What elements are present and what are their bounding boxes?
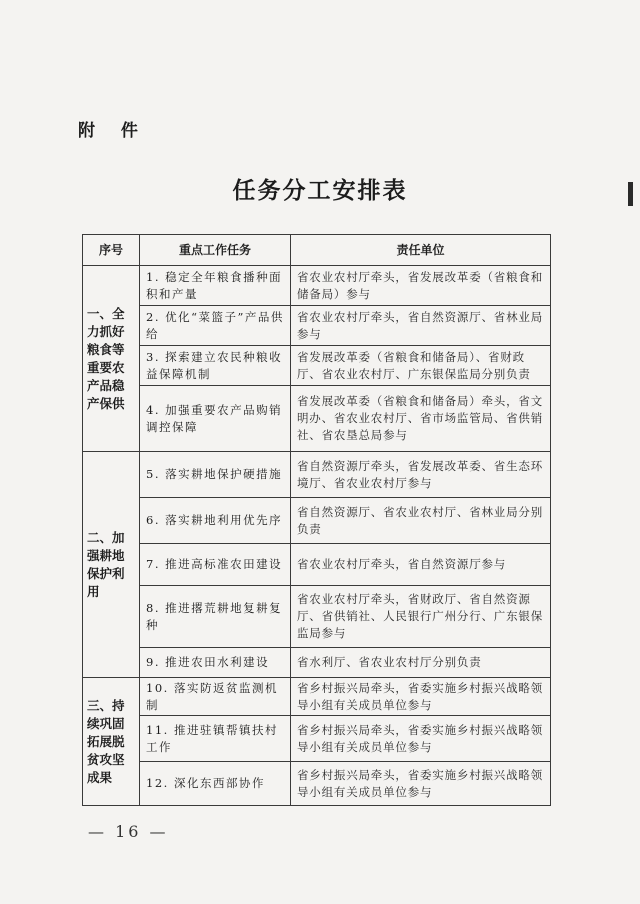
header-task: 重点工作任务 bbox=[140, 235, 291, 266]
task-cell: 1. 稳定全年粮食播种面积和产量 bbox=[140, 266, 291, 306]
page-number: — 16 — bbox=[88, 822, 169, 841]
unit-cell: 省农业农村厅牵头，省自然资源厅参与 bbox=[291, 544, 551, 586]
unit-cell: 省自然资源厅、省农业农村厅、省林业局分别负责 bbox=[291, 498, 551, 544]
table-row bbox=[83, 544, 551, 586]
header-unit: 责任单位 bbox=[291, 235, 551, 266]
table-row bbox=[83, 386, 551, 452]
table-row bbox=[83, 266, 551, 306]
category-cell: 三、持续巩固拓展脱贫攻坚成果 bbox=[83, 678, 140, 806]
table-row bbox=[83, 762, 551, 806]
unit-cell: 省乡村振兴局牵头，省委实施乡村振兴战略领导小组有关成员单位参与 bbox=[291, 716, 551, 762]
unit-cell: 省农业农村厅牵头，省自然资源厅、省林业局参与 bbox=[291, 306, 551, 346]
unit-cell: 省发展改革委（省粮食和储备局）、省财政厅、省农业农村厅、广东银保监局分别负责 bbox=[291, 346, 551, 386]
unit-cell: 省自然资源厅牵头，省发展改革委、省生态环境厅、省农业农村厅参与 bbox=[291, 452, 551, 498]
task-cell: 2. 优化“菜篮子”产品供给 bbox=[140, 306, 291, 346]
table-header-row bbox=[83, 235, 551, 266]
task-cell: 7. 推进高标准农田建设 bbox=[140, 544, 291, 586]
task-cell: 10. 落实防返贫监测机制 bbox=[140, 678, 291, 716]
table-row bbox=[83, 678, 551, 716]
task-cell: 8. 推进撂荒耕地复耕复种 bbox=[140, 586, 291, 648]
unit-cell: 省农业农村厅牵头，省财政厅、省自然资源厅、省供销社、人民银行广州分行、广东银保监局参与 bbox=[291, 586, 551, 648]
task-cell: 4. 加强重要农产品购销调控保障 bbox=[140, 386, 291, 452]
unit-cell: 省水利厅、省农业农村厅分别负责 bbox=[291, 648, 551, 678]
unit-cell: 省乡村振兴局牵头，省委实施乡村振兴战略领导小组有关成员单位参与 bbox=[291, 678, 551, 716]
task-cell: 5. 落实耕地保护硬措施 bbox=[140, 452, 291, 498]
unit-cell: 省乡村振兴局牵头，省委实施乡村振兴战略领导小组有关成员单位参与 bbox=[291, 762, 551, 806]
table-row bbox=[83, 346, 551, 386]
task-cell: 6. 落实耕地利用优先序 bbox=[140, 498, 291, 544]
unit-cell: 省发展改革委（省粮食和储备局）牵头，省文明办、省农业农村厅、省市场监管局、省供销社、省农垦总局参与 bbox=[291, 386, 551, 452]
table-row bbox=[83, 452, 551, 498]
table-row bbox=[83, 306, 551, 346]
task-cell: 11. 推进驻镇帮镇扶村工作 bbox=[140, 716, 291, 762]
header-index: 序号 bbox=[83, 235, 140, 266]
table-row bbox=[83, 586, 551, 648]
task-cell: 3. 探索建立农民种粮收益保障机制 bbox=[140, 346, 291, 386]
page-edge-mark bbox=[628, 182, 633, 206]
task-cell: 9. 推进农田水利建设 bbox=[140, 648, 291, 678]
page-title: 任务分工安排表 bbox=[232, 178, 408, 204]
unit-cell: 省农业农村厅牵头，省发展改革委（省粮食和储备局）参与 bbox=[291, 266, 551, 306]
task-cell: 12. 深化东西部协作 bbox=[140, 762, 291, 806]
table-row bbox=[83, 498, 551, 544]
category-cell: 二、加强耕地保护利用 bbox=[83, 452, 140, 678]
table-row bbox=[83, 716, 551, 762]
attachment-label: 附 件 bbox=[78, 121, 148, 141]
task-table bbox=[82, 234, 551, 806]
category-cell: 一、全力抓好粮食等重要农产品稳产保供 bbox=[83, 266, 140, 452]
table-row bbox=[83, 648, 551, 678]
